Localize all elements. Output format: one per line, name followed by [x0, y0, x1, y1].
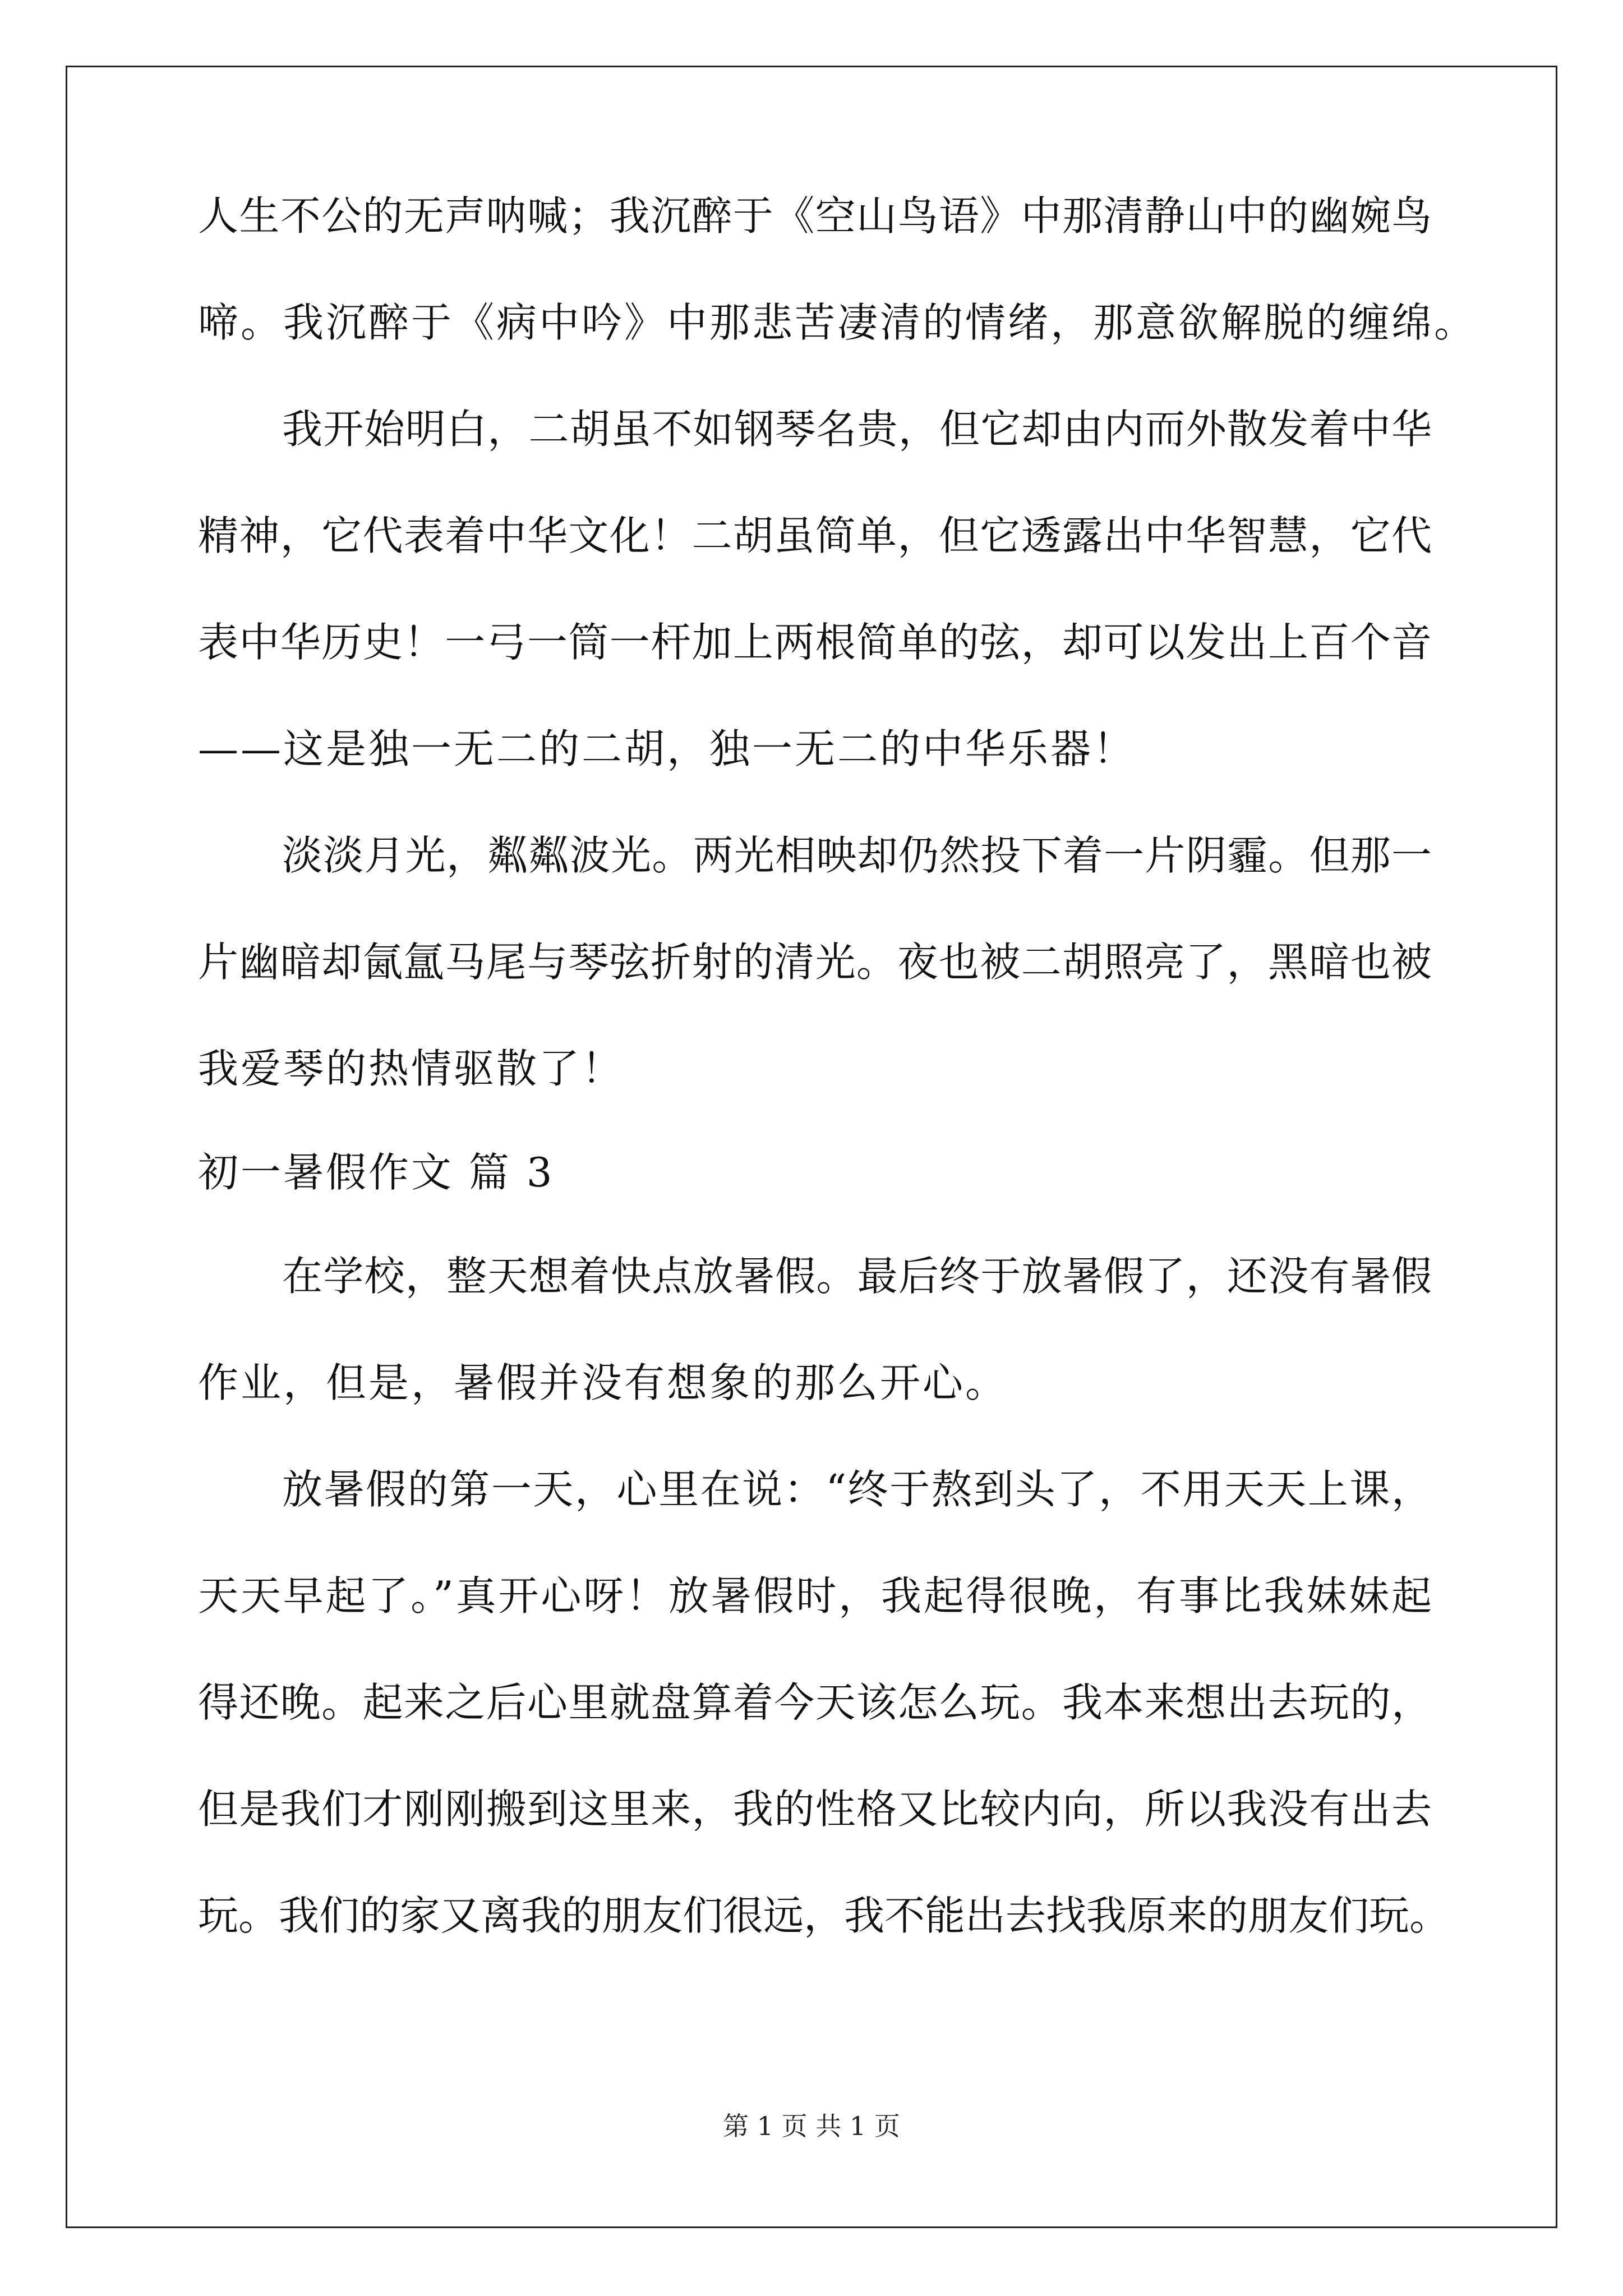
- text-line: 淡淡月光，粼粼波光。两光相映却仍然投下着一片阴霾。但那一: [282, 832, 1432, 879]
- text-line: ——这是独一无二的二胡，独一无二的中华乐器！: [198, 725, 1136, 772]
- text-line: 人生不公的无声呐喊；我沉醉于《空山鸟语》中那清静山中的幽婉鸟: [198, 192, 1432, 240]
- section-heading: 初一暑假作文 篇 3: [198, 1149, 555, 1196]
- text-line: 在学校，整天想着快点放暑假。最后终于放暑假了，还没有暑假: [282, 1253, 1432, 1300]
- text-line: 天天早起了。”真开心呀！放暑假时，我起得很晚，有事比我妹妹起: [198, 1572, 1432, 1619]
- text-line: 作业，但是，暑假并没有想象的那么开心。: [198, 1359, 1008, 1406]
- text-line: 片幽暗却氤氲马尾与琴弦折射的清光。夜也被二胡照亮了，黑暗也被: [198, 938, 1432, 986]
- text-line: 我开始明白，二胡虽不如钢琴名贵，但它却由内而外散发着中华: [282, 406, 1432, 453]
- text-line: 精神，它代表着中华文化！二胡虽简单，但它透露出中华智慧，它代: [198, 512, 1432, 559]
- text-line: 表中华历史！一弓一筒一杆加上两根简单的弦，却可以发出上百个音: [198, 619, 1432, 666]
- text-line: 啼。我沉醉于《病中吟》中那悲苦凄清的情绪，那意欲解脱的缠绵。: [198, 299, 1477, 346]
- text-line: 我爱琴的热情驱散了！: [198, 1045, 625, 1092]
- text-line: 得还晚。起来之后心里就盘算着今天该怎么玩。我本来想出去玩的，: [198, 1679, 1432, 1726]
- page-number: 第 1 页 共 1 页: [723, 2111, 900, 2141]
- text-line: 玩。我们的家又离我的朋友们很远，我不能出去找我原来的朋友们玩。: [198, 1892, 1450, 1939]
- text-line: 放暑假的第一天，心里在说：“终于熬到头了，不用天天上课，: [282, 1466, 1432, 1513]
- text-line: 但是我们才刚刚搬到这里来，我的性格又比较内向，所以我没有出去: [198, 1786, 1432, 1833]
